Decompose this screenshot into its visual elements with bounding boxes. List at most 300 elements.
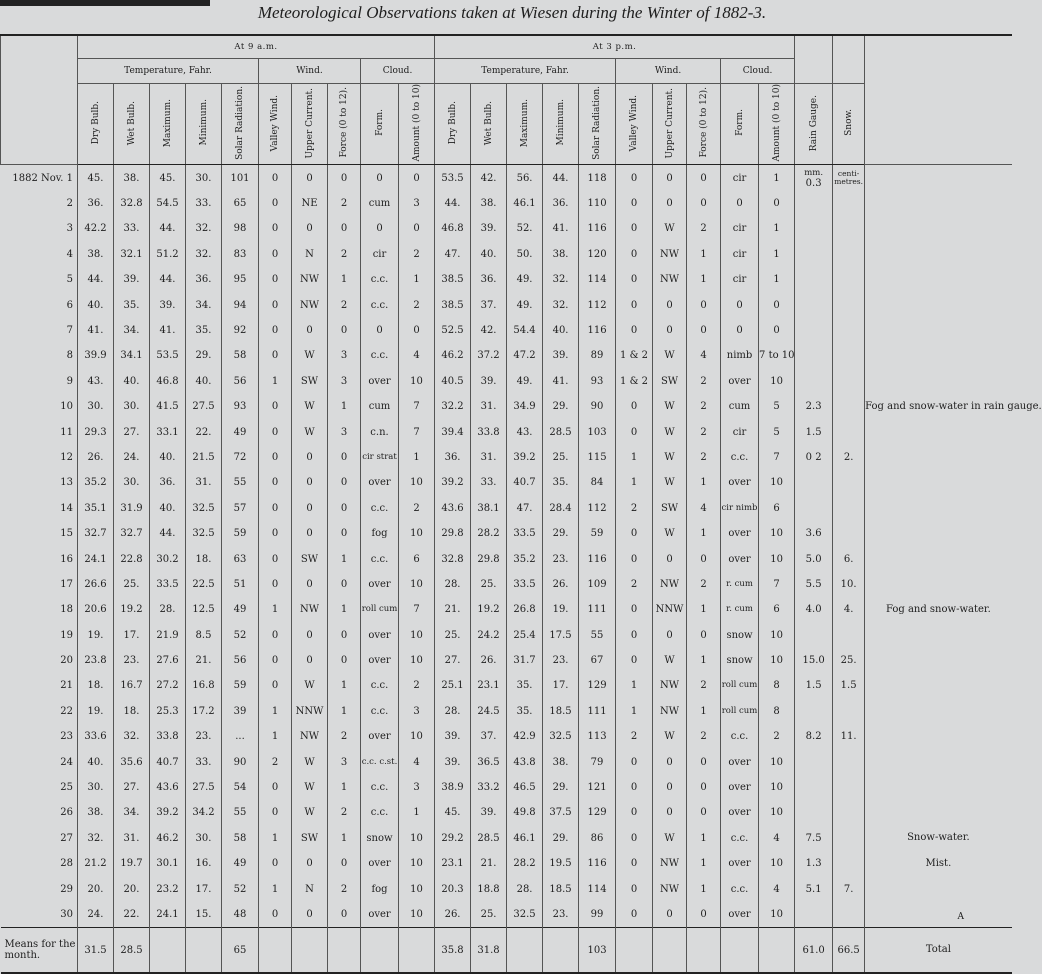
am-wet-bulb-cell: 34. xyxy=(114,318,150,343)
rain-gauge-cell: 8.2 xyxy=(795,724,833,749)
pm-solar-cell: 86 xyxy=(579,826,616,851)
pm-force-cell: 2 xyxy=(687,419,721,444)
pm-solar-cell: 118 xyxy=(579,165,616,191)
snow-cell: 6. xyxy=(833,546,865,571)
pm-upper-current-cell: 0 xyxy=(653,165,687,191)
pm-upper-current-cell: NW xyxy=(653,267,687,292)
pm-wet-bulb-cell: 39. xyxy=(471,216,507,241)
am-maximum-cell: 43.6 xyxy=(150,775,186,800)
pm-dry-bulb-cell: 46.2 xyxy=(435,343,471,368)
am-maximum-cell: 40. xyxy=(150,496,186,521)
pm-valley-wind-cell: 2 xyxy=(616,724,653,749)
am-maximum-cell: 53.5 xyxy=(150,343,186,368)
pm-wet-bulb-cell: 31. xyxy=(471,445,507,470)
pm-minimum-cell: 29. xyxy=(543,394,579,419)
pm-dry-bulb-mean: 35.8 xyxy=(435,928,471,974)
am-upper-current-mean xyxy=(292,928,328,974)
remarks-cell xyxy=(865,343,1012,368)
snow-cell xyxy=(833,419,865,444)
pm-solar-cell: 116 xyxy=(579,546,616,571)
pm-dry-bulb-cell: 38.9 xyxy=(435,775,471,800)
pm-dry-bulb-cell: 38.5 xyxy=(435,292,471,317)
am-cloud-amount-cell: 4 xyxy=(399,343,435,368)
pm-cloud-amount-cell: 10 xyxy=(759,521,795,546)
am-force-cell: 0 xyxy=(328,851,361,876)
remarks-cell xyxy=(865,242,1012,267)
table-row xyxy=(1,749,1012,774)
pm-upper-current-cell: 0 xyxy=(653,902,687,928)
pm-cloud-form-cell: over xyxy=(721,902,759,928)
pm-valley-wind-cell: 0 xyxy=(616,546,653,571)
table-row xyxy=(1,445,1012,470)
pm-maximum-cell: 39.2 xyxy=(507,445,543,470)
pm-force-header: Force (0 to 12). xyxy=(687,84,721,165)
pm-solar-cell: 116 xyxy=(579,318,616,343)
rain-gauge-cell: 0 2 xyxy=(795,445,833,470)
am-cloud-form-cell: cum xyxy=(361,191,399,216)
am-minimum-cell: 17. xyxy=(186,876,222,901)
pm-wet-bulb-cell: 33.8 xyxy=(471,419,507,444)
am-wet-bulb-cell: 20. xyxy=(114,876,150,901)
am-force-cell: 2 xyxy=(328,191,361,216)
pm-solar-cell: 89 xyxy=(579,343,616,368)
am-wet-bulb-cell: 31. xyxy=(114,826,150,851)
pm-dry-bulb-cell: 40.5 xyxy=(435,369,471,394)
rain-gauge-cell xyxy=(795,623,833,648)
am-force-cell: 1 xyxy=(328,826,361,851)
pm-upper-current-header: Upper Current. xyxy=(653,84,687,165)
pm-maximum-cell: 49. xyxy=(507,292,543,317)
pm-force-cell: 1 xyxy=(687,267,721,292)
remarks-cell xyxy=(865,699,1012,724)
pm-wet-bulb-cell: 37.2 xyxy=(471,343,507,368)
date-cell: 13 xyxy=(60,477,73,489)
am-dry-bulb-cell: 33.6 xyxy=(78,724,114,749)
pm-minimum-cell: 23. xyxy=(543,648,579,673)
snow-cell xyxy=(833,623,865,648)
am-maximum-cell: 24.1 xyxy=(150,902,186,928)
pm-cloud-form-cell: cir xyxy=(721,216,759,241)
pm-solar-cell: 115 xyxy=(579,445,616,470)
am-minimum-cell: 22. xyxy=(186,419,222,444)
pm-solar-cell: 112 xyxy=(579,496,616,521)
pm-cloud-amount-cell: 1 xyxy=(759,216,795,241)
am-valley-wind-cell: 0 xyxy=(259,623,292,648)
am-force-cell: 2 xyxy=(328,800,361,825)
am-cloud-form-cell: cir strat xyxy=(361,445,399,470)
pm-wet-bulb-cell: 26. xyxy=(471,648,507,673)
pm-cloud-form-cell: snow xyxy=(721,623,759,648)
pm-upper-current-cell: 0 xyxy=(653,546,687,571)
pm-cloud-amount-cell: 4 xyxy=(759,876,795,901)
snow-unit: centi-metres. xyxy=(834,169,864,187)
am-cloud-amount-cell: 1 xyxy=(399,445,435,470)
page-letter: A xyxy=(957,912,964,922)
pm-cloud-form-cell: c.c. xyxy=(721,826,759,851)
am-cloud-amount-cell: 1 xyxy=(399,800,435,825)
pm-minimum-cell: 32.5 xyxy=(543,724,579,749)
am-cloud-amount-cell: 2 xyxy=(399,292,435,317)
am-wet-bulb-cell: 31.9 xyxy=(114,496,150,521)
am-valley-wind-cell: 0 xyxy=(259,496,292,521)
pm-solar-cell: 110 xyxy=(579,191,616,216)
am-maximum-mean xyxy=(150,928,186,974)
pm-solar-cell: 84 xyxy=(579,470,616,495)
am-dry-bulb-cell: 32.7 xyxy=(78,521,114,546)
am-minimum-cell: 36. xyxy=(186,267,222,292)
am-force-cell: 1 xyxy=(328,394,361,419)
am-minimum-cell: 27.5 xyxy=(186,394,222,419)
snow-header: Snow. xyxy=(833,84,865,165)
am-cloud-amount-cell: 2 xyxy=(399,242,435,267)
pm-minimum-cell: 38. xyxy=(543,242,579,267)
am-cloud-amount-cell: 10 xyxy=(399,826,435,851)
am-upper-current-cell: W xyxy=(292,394,328,419)
pm-minimum-header: Minimum. xyxy=(543,84,579,165)
am-solar-cell: 65 xyxy=(222,191,259,216)
pm-force-mean xyxy=(687,928,721,974)
rain-gauge-cell: 7.5 xyxy=(795,826,833,851)
table-header xyxy=(1,35,1012,165)
pm-cloud-form-cell: cir nimb xyxy=(721,496,759,521)
am-upper-current-cell: N xyxy=(292,242,328,267)
am-cloud-form-cell: c.c. c.st. xyxy=(361,749,399,774)
am-maximum-cell: 23.2 xyxy=(150,876,186,901)
pm-minimum-cell: 28.5 xyxy=(543,419,579,444)
am-minimum-cell: 34.2 xyxy=(186,800,222,825)
pm-valley-wind-cell: 1 xyxy=(616,445,653,470)
observations-table xyxy=(0,34,1042,974)
pm-cloud-form-cell: over xyxy=(721,546,759,571)
am-solar-cell: 56 xyxy=(222,648,259,673)
table-row xyxy=(1,699,1012,724)
snow-cell xyxy=(833,521,865,546)
date-header xyxy=(1,35,78,165)
am-cloud-amount-cell: 10 xyxy=(399,902,435,928)
am-minimum-header: Minimum. xyxy=(186,84,222,165)
am-cloud-form-cell: over xyxy=(361,902,399,928)
snow-group xyxy=(833,35,865,84)
am-force-cell: 3 xyxy=(328,749,361,774)
table-row xyxy=(1,597,1012,622)
snow-cell xyxy=(833,318,865,343)
date-cell: 22 xyxy=(60,705,73,717)
table-row xyxy=(1,546,1012,571)
snow-cell xyxy=(833,216,865,241)
rain-unit: mm. xyxy=(804,167,824,178)
pm-wet-bulb-cell: 39. xyxy=(471,800,507,825)
am-minimum-cell: 31. xyxy=(186,470,222,495)
pm-cloud-form-cell: c.c. xyxy=(721,724,759,749)
pm-solar-cell: 114 xyxy=(579,876,616,901)
rain-gauge-cell xyxy=(795,699,833,724)
date-cell: 11 xyxy=(60,426,73,438)
pm-dry-bulb-cell: 38.5 xyxy=(435,267,471,292)
pm-solar-cell: 116 xyxy=(579,851,616,876)
date-cell: 9 xyxy=(66,375,73,387)
am-maximum-cell: 44. xyxy=(150,267,186,292)
pm-dry-bulb-cell: 46.8 xyxy=(435,216,471,241)
am-wet-bulb-cell: 30. xyxy=(114,470,150,495)
pm-solar-cell: 67 xyxy=(579,648,616,673)
pm-cloud-form-cell: over xyxy=(721,521,759,546)
remarks-cell: Fog and snow-water. xyxy=(865,597,1012,622)
am-upper-current-cell: 0 xyxy=(292,318,328,343)
rain-gauge-cell xyxy=(795,369,833,394)
am-dry-bulb-cell: 32. xyxy=(78,826,114,851)
pm-minimum-cell: 35. xyxy=(543,470,579,495)
am-solar-cell: 90 xyxy=(222,749,259,774)
pm-cloud-amount-cell: 7 to 10 xyxy=(759,343,795,368)
pm-force-cell: 2 xyxy=(687,216,721,241)
pm-valley-wind-cell: 1 & 2 xyxy=(616,369,653,394)
snow-cell xyxy=(833,267,865,292)
rain-gauge-cell: 5.5 xyxy=(795,572,833,597)
am-valley-wind-cell: 0 xyxy=(259,648,292,673)
table-row xyxy=(1,800,1012,825)
pm-cloud-form-cell: r. cum xyxy=(721,597,759,622)
pm-maximum-cell: 25.4 xyxy=(507,623,543,648)
pm-valley-wind-cell: 0 xyxy=(616,800,653,825)
pm-cloud-form-cell: r. cum xyxy=(721,572,759,597)
am-wet-bulb-cell: 38. xyxy=(114,165,150,191)
pm-cloud-form-cell: cir xyxy=(721,242,759,267)
pm-minimum-cell: 44. xyxy=(543,165,579,191)
am-solar-cell: 94 xyxy=(222,292,259,317)
pm-valley-wind-cell: 1 & 2 xyxy=(616,343,653,368)
date-cell: 29 xyxy=(60,883,73,895)
am-amount-header: Amount (0 to 10) xyxy=(399,84,435,165)
pm-cloud-amount-cell: 1 xyxy=(759,267,795,292)
am-dry-bulb-cell: 38. xyxy=(78,242,114,267)
date-cell: 7 xyxy=(66,325,73,337)
am-cloud-amount-cell: 6 xyxy=(399,546,435,571)
am-dry-bulb-mean: 31.5 xyxy=(78,928,114,974)
am-upper-current-header: Upper Current. xyxy=(292,84,328,165)
pm-maximum-cell: 46.5 xyxy=(507,775,543,800)
am-maximum-cell: 28. xyxy=(150,597,186,622)
am-valley-wind-cell: 0 xyxy=(259,572,292,597)
pm-dry-bulb-cell: 32.8 xyxy=(435,546,471,571)
am-cloud-form-cell: over xyxy=(361,369,399,394)
am-upper-current-cell: 0 xyxy=(292,470,328,495)
pm-valley-wind-cell: 2 xyxy=(616,496,653,521)
pm-valley-wind-cell: 1 xyxy=(616,673,653,698)
date-cell: 28 xyxy=(60,858,73,870)
am-cloud-form-cell: over xyxy=(361,623,399,648)
pm-force-cell: 0 xyxy=(687,546,721,571)
pm-cloud-amount-cell: 2 xyxy=(759,724,795,749)
pm-maximum-cell: 34.9 xyxy=(507,394,543,419)
am-dry-bulb-cell: 36. xyxy=(78,191,114,216)
am-cloud-form-cell: c.c. xyxy=(361,775,399,800)
pm-force-cell: 1 xyxy=(687,699,721,724)
rain-gauge-cell: 1.5 xyxy=(795,419,833,444)
date-cell: 16 xyxy=(60,553,73,565)
pm-cloud-amount-cell: 0 xyxy=(759,292,795,317)
am-solar-cell: 58 xyxy=(222,826,259,851)
pm-solar-cell: 120 xyxy=(579,242,616,267)
pm-minimum-cell: 19.5 xyxy=(543,851,579,876)
pm-cloud-header: Cloud. xyxy=(721,59,795,84)
am-force-cell: 0 xyxy=(328,165,361,191)
pm-dry-bulb-cell: 27. xyxy=(435,648,471,673)
pm-wet-bulb-cell: 18.8 xyxy=(471,876,507,901)
am-solar-cell: 56 xyxy=(222,369,259,394)
pm-upper-current-cell: 0 xyxy=(653,191,687,216)
am-upper-current-cell: NW xyxy=(292,267,328,292)
pm-cloud-amount-cell: 7 xyxy=(759,445,795,470)
am-valley-wind-cell: 0 xyxy=(259,394,292,419)
am-wet-bulb-cell: 18. xyxy=(114,699,150,724)
pm-valley-wind-cell: 0 xyxy=(616,165,653,191)
pm-minimum-cell: 29. xyxy=(543,775,579,800)
pm-cloud-amount-cell: 6 xyxy=(759,496,795,521)
pm-force-cell: 1 xyxy=(687,826,721,851)
pm-solar-cell: 129 xyxy=(579,800,616,825)
pm-cloud-form-mean xyxy=(721,928,759,974)
pm-maximum-cell: 31.7 xyxy=(507,648,543,673)
pm-force-cell: 1 xyxy=(687,521,721,546)
pm-minimum-cell: 29. xyxy=(543,826,579,851)
am-wind-header: Wind. xyxy=(259,59,361,84)
am-force-header: Force (0 to 12). xyxy=(328,84,361,165)
am-valley-wind-cell: 1 xyxy=(259,699,292,724)
am-cloud-form-mean xyxy=(361,928,399,974)
remarks-cell xyxy=(865,419,1012,444)
pm-wet-bulb-cell: 24.5 xyxy=(471,699,507,724)
pm-wet-bulb-cell: 19.2 xyxy=(471,597,507,622)
am-force-mean xyxy=(328,928,361,974)
am-solar-cell: 98 xyxy=(222,216,259,241)
table-footer xyxy=(1,928,1012,974)
am-upper-current-cell: 0 xyxy=(292,648,328,673)
remarks-cell xyxy=(865,724,1012,749)
pm-valley-wind-cell: 1 xyxy=(616,699,653,724)
am-upper-current-cell: 0 xyxy=(292,623,328,648)
date-cell: 5 xyxy=(66,274,73,286)
pm-cloud-amount-cell: 5 xyxy=(759,419,795,444)
remarks-cell xyxy=(865,216,1012,241)
am-force-cell: 1 xyxy=(328,546,361,571)
am-wet-bulb-cell: 19.7 xyxy=(114,851,150,876)
date-cell: 6 xyxy=(66,299,73,311)
pm-minimum-cell: 39. xyxy=(543,343,579,368)
pm-valley-wind-cell: 0 xyxy=(616,775,653,800)
rain-gauge-cell xyxy=(795,242,833,267)
am-upper-current-cell: NW xyxy=(292,597,328,622)
am-force-cell: 1 xyxy=(328,699,361,724)
rain-gauge-cell xyxy=(795,775,833,800)
am-cloud-amount-cell: 10 xyxy=(399,572,435,597)
pm-cloud-form-cell: roll cum xyxy=(721,699,759,724)
remarks-cell xyxy=(865,902,1012,928)
pm-maximum-cell: 42.9 xyxy=(507,724,543,749)
am-wet-bulb-header: Wet Bulb. xyxy=(114,84,150,165)
pm-minimum-cell: 17.5 xyxy=(543,623,579,648)
am-cloud-amount-cell: 2 xyxy=(399,496,435,521)
pm-cloud-form-cell: c.c. xyxy=(721,445,759,470)
table-row xyxy=(1,267,1012,292)
remarks-cell xyxy=(865,496,1012,521)
title-text: Meteorological Observations taken at Wiesen during the Winter of 1882-3. xyxy=(257,3,767,22)
snow-cell xyxy=(833,851,865,876)
rain-gauge-cell xyxy=(795,343,833,368)
remarks-mean: Total xyxy=(865,928,1012,974)
am-maximum-cell: 30.2 xyxy=(150,546,186,571)
am-valley-wind-cell: 0 xyxy=(259,800,292,825)
pm-upper-current-cell: W xyxy=(653,648,687,673)
date-cell: 20 xyxy=(60,655,73,667)
remarks-cell xyxy=(865,292,1012,317)
pm-valley-wind-cell: 0 xyxy=(616,242,653,267)
rain-gauge-cell xyxy=(795,191,833,216)
am-valley-wind-cell: 1 xyxy=(259,724,292,749)
rain-gauge-mean: 61.0 xyxy=(795,928,833,974)
am-force-cell: 2 xyxy=(328,724,361,749)
pm-cloud-amount-cell: 10 xyxy=(759,623,795,648)
am-minimum-cell: 16. xyxy=(186,851,222,876)
am-valley-wind-cell: 0 xyxy=(259,242,292,267)
am-dry-bulb-cell: 20. xyxy=(78,876,114,901)
date-cell: 12 xyxy=(60,451,73,463)
pm-dry-bulb-cell: 39. xyxy=(435,724,471,749)
pm-cloud-amount-cell: 10 xyxy=(759,470,795,495)
pm-cloud-form-cell: cir xyxy=(721,165,759,191)
am-dry-bulb-cell: 26.6 xyxy=(78,572,114,597)
am-valley-wind-cell: 0 xyxy=(259,343,292,368)
pm-dry-bulb-cell: 32.2 xyxy=(435,394,471,419)
am-valley-wind-cell: 0 xyxy=(259,318,292,343)
pm-upper-current-cell: 0 xyxy=(653,800,687,825)
am-wet-bulb-cell: 19.2 xyxy=(114,597,150,622)
date-cell: 4 xyxy=(66,248,73,260)
pm-solar-cell: 121 xyxy=(579,775,616,800)
pm-wet-bulb-mean: 31.8 xyxy=(471,928,507,974)
remarks-cell xyxy=(865,623,1012,648)
am-maximum-cell: 21.9 xyxy=(150,623,186,648)
am-valley-wind-cell: 0 xyxy=(259,521,292,546)
pm-valley-wind-cell: 0 xyxy=(616,191,653,216)
am-minimum-cell: 30. xyxy=(186,826,222,851)
snow-cell: 10. xyxy=(833,572,865,597)
pm-maximum-cell: 47.2 xyxy=(507,343,543,368)
table-row xyxy=(1,496,1012,521)
pm-maximum-cell: 32.5 xyxy=(507,902,543,928)
rain-gauge-cell: 1.5 xyxy=(795,673,833,698)
snow-cell: 1.5 xyxy=(833,673,865,698)
am-upper-current-cell: 0 xyxy=(292,521,328,546)
date-cell: 2 xyxy=(66,198,73,210)
am-wet-bulb-cell: 39. xyxy=(114,267,150,292)
date-cell: 10 xyxy=(60,401,73,413)
pm-dry-bulb-cell: 47. xyxy=(435,242,471,267)
pm-cloud-amount-cell: 8 xyxy=(759,699,795,724)
snow-cell xyxy=(833,775,865,800)
am-minimum-cell: 35. xyxy=(186,318,222,343)
pm-form-header: Form. xyxy=(721,84,759,165)
table-row xyxy=(1,318,1012,343)
pm-solar-mean: 103 xyxy=(579,928,616,974)
pm-valley-wind-header: Valley Wind. xyxy=(616,84,653,165)
date-cell: 18 xyxy=(60,604,73,616)
am-solar-mean: 65 xyxy=(222,928,259,974)
pm-wet-bulb-header: Wet Bulb. xyxy=(471,84,507,165)
pm-wet-bulb-cell: 42. xyxy=(471,318,507,343)
am-solar-cell: 39 xyxy=(222,699,259,724)
am-force-cell: 3 xyxy=(328,419,361,444)
am-wet-bulb-mean: 28.5 xyxy=(114,928,150,974)
